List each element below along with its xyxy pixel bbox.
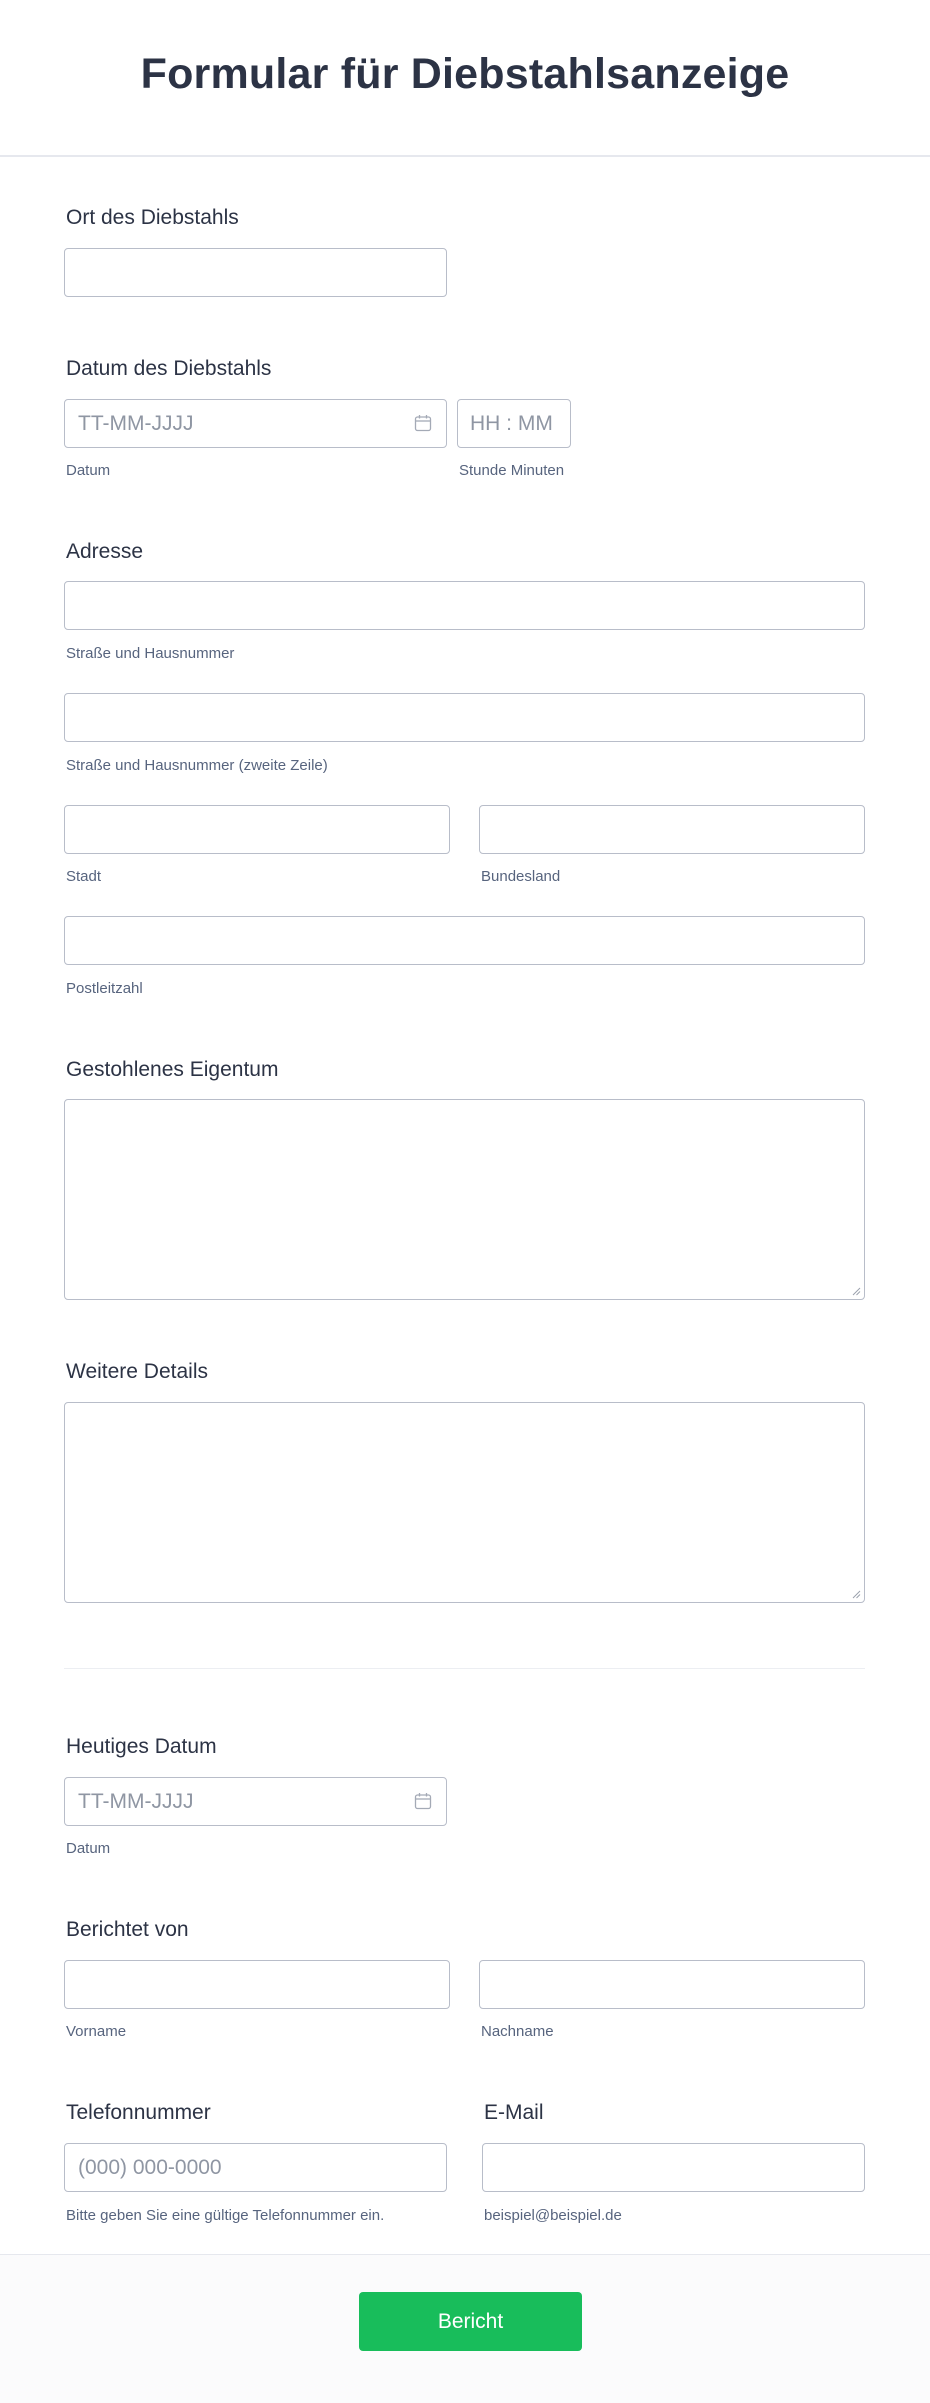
todays-date-sublabel: Datum xyxy=(66,1840,111,1857)
street1-input[interactable] xyxy=(64,581,865,630)
resize-handle-icon[interactable] xyxy=(851,1589,861,1599)
form-header xyxy=(0,0,930,157)
todays-date-input[interactable] xyxy=(64,1777,447,1826)
more-details-textarea[interactable] xyxy=(64,1402,865,1603)
theft-date-input[interactable] xyxy=(64,399,447,448)
address-label: Adresse xyxy=(66,540,144,563)
section-divider xyxy=(64,1668,865,1669)
email-label: E-Mail xyxy=(484,2101,544,2124)
todays-date-label: Heutiges Datum xyxy=(66,1735,217,1758)
email-input[interactable] xyxy=(482,2143,865,2192)
phone-input[interactable] xyxy=(64,2143,447,2192)
zip-sublabel: Postleitzahl xyxy=(66,980,143,997)
street2-input[interactable] xyxy=(64,693,865,742)
resize-handle-icon[interactable] xyxy=(851,1286,861,1296)
email-sublabel: beispiel@beispiel.de xyxy=(484,2207,622,2224)
submit-button[interactable]: Bericht xyxy=(359,2292,582,2351)
city-input[interactable] xyxy=(64,805,450,854)
calendar-icon[interactable] xyxy=(414,1792,432,1810)
phone-sublabel: Bitte geben Sie eine gültige Telefonnummer ein. xyxy=(66,2207,385,2224)
form-title: Formular für Diebstahlsanzeige xyxy=(140,50,790,98)
todays-date-placeholder: TT-MM-JJJJ xyxy=(78,1790,194,1813)
stolen-property-label: Gestohlenes Eigentum xyxy=(66,1058,279,1081)
last-name-sublabel: Nachname xyxy=(481,2023,554,2040)
state-sublabel: Bundesland xyxy=(481,868,561,885)
last-name-input[interactable] xyxy=(479,1960,865,2009)
reported-by-label: Berichtet von xyxy=(66,1918,189,1941)
form-footer xyxy=(0,2254,930,2403)
theft-date-placeholder: TT-MM-JJJJ xyxy=(78,412,194,435)
stolen-property-textarea[interactable] xyxy=(64,1099,865,1300)
theft-location-label: Ort des Diebstahls xyxy=(66,206,239,229)
city-sublabel: Stadt xyxy=(66,868,102,885)
more-details-label: Weitere Details xyxy=(66,1360,208,1383)
phone-label: Telefonnummer xyxy=(66,2101,211,2124)
state-input[interactable] xyxy=(479,805,865,854)
first-name-sublabel: Vorname xyxy=(66,2023,127,2040)
street1-sublabel: Straße und Hausnummer xyxy=(66,645,235,662)
phone-placeholder: (000) 000-0000 xyxy=(78,2156,222,2179)
theft-location-input[interactable] xyxy=(64,248,447,297)
theft-date-sublabel: Datum xyxy=(66,462,111,479)
theft-time-input[interactable] xyxy=(457,399,571,448)
theft-time-sublabel: Stunde Minuten xyxy=(459,462,565,479)
first-name-input[interactable] xyxy=(64,1960,450,2009)
street2-sublabel: Straße und Hausnummer (zweite Zeile) xyxy=(66,757,328,774)
calendar-icon[interactable] xyxy=(414,414,432,432)
theft-date-label: Datum des Diebstahls xyxy=(66,357,272,380)
zip-input[interactable] xyxy=(64,916,865,965)
theft-time-placeholder: HH : MM xyxy=(470,412,553,435)
